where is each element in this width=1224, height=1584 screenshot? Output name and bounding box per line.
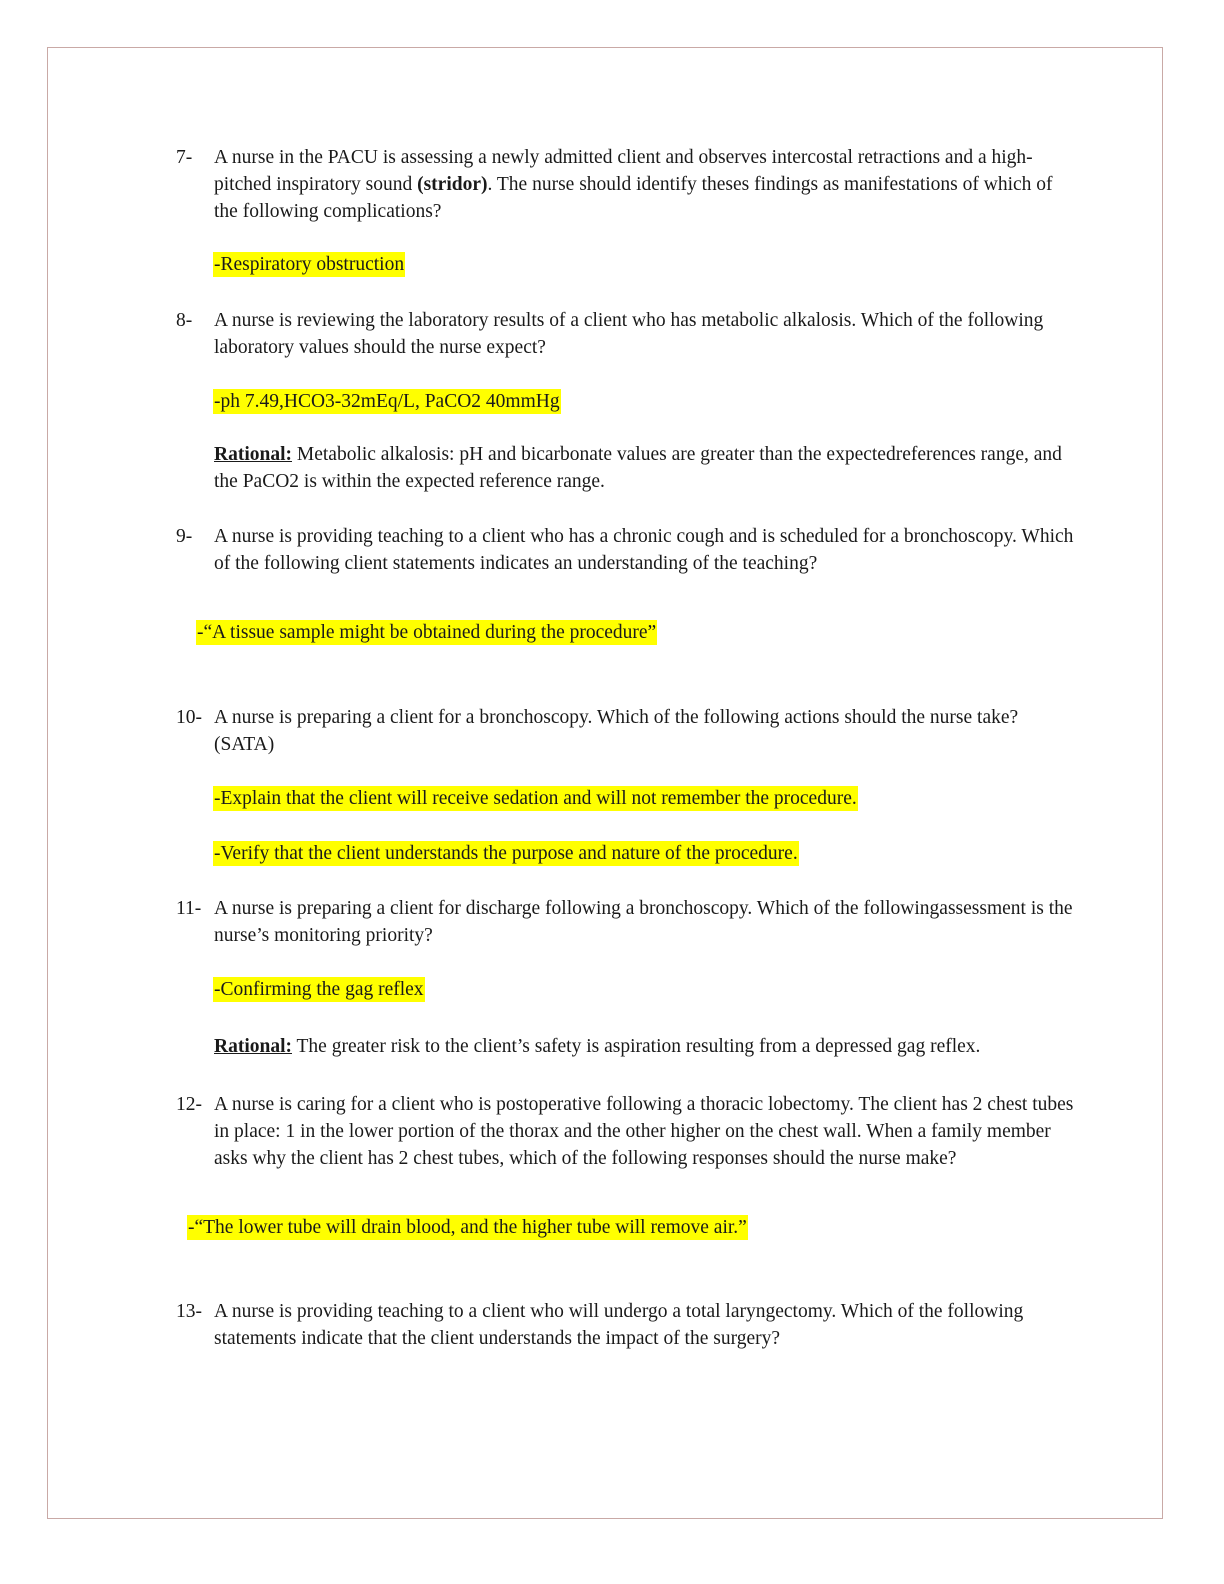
question-9 — [176, 523, 1076, 577]
question-number: 7- — [176, 147, 193, 168]
question-number: 13- — [176, 1301, 202, 1322]
question-12 — [176, 1091, 1076, 1172]
answer-highlight: -Confirming the gag reflex — [214, 979, 424, 1000]
answer-highlight: -“A tissue sample might be obtained during the procedure” — [197, 622, 657, 643]
answer-highlight: -Explain that the client will receive sedation and will not remember the procedure. — [214, 788, 857, 809]
rationale-text: The greater risk to the client’s safety is aspiration resulting from a depressed gag reflex. — [292, 1036, 981, 1057]
rationale-label: Rational: — [214, 1036, 292, 1057]
stridor-term: (stridor) — [417, 174, 488, 195]
answer-highlight: -Verify that the client understands the purpose and nature of the procedure. — [214, 843, 798, 864]
question-text: A nurse is providing teaching to a client who will undergo a total laryngectomy. Which of the following statements indicate that the client understands the impact of the surgery? — [214, 1301, 1024, 1349]
question-number: 9- — [176, 526, 193, 547]
question-text: A nurse is caring for a client who is postoperative following a thoracic lobectomy. The client has 2 chest tubes in place: 1 in the lower portion of the thorax and the other higher on the chest wall. When a family member asks why the client has 2 chest tubes, which of the following responses should the nurse make? — [214, 1094, 1074, 1169]
question-text: A nurse is preparing a client for a bronchoscopy. Which of the following actions should the nurse take? (SATA) — [214, 707, 1019, 755]
question-number: 8- — [176, 310, 193, 331]
rationale — [214, 441, 1074, 495]
answer-highlight: -“The lower tube will drain blood, and the higher tube will remove air.” — [188, 1217, 747, 1238]
rationale-label: Rational: — [214, 444, 292, 465]
question-text: A nurse is reviewing the laboratory results of a client who has metabolic alkalosis. Which of the following laboratory values should the nurse expect? — [214, 310, 1044, 358]
question-8 — [176, 307, 1076, 361]
question-7 — [176, 144, 1076, 225]
rationale-text: Metabolic alkalosis: pH and bicarbonate values are greater than the expectedreferences range, and the PaCO2 is within the expected reference range. — [214, 444, 1062, 492]
question-number: 10- — [176, 707, 202, 728]
question-text: A nurse in the PACU is assessing a newly admitted client and observes intercostal retractions and a high-pitched inspiratory sound (stridor). The nurse should identify theses findings as manifestations of which of the following complications? — [214, 147, 1053, 222]
answer-highlight: -ph 7.49,HCO3-32mEq/L, PaCO2 40mmHg — [214, 391, 560, 412]
question-11 — [176, 895, 1076, 949]
question-number: 11- — [176, 898, 202, 919]
question-13 — [176, 1298, 1076, 1352]
rationale — [214, 1033, 1074, 1060]
answer-highlight: -Respiratory obstruction — [214, 254, 405, 275]
question-text: A nurse is providing teaching to a client who has a chronic cough and is scheduled for a bronchoscopy. Which of the following client statements indicates an understanding of the teaching? — [214, 526, 1074, 574]
question-number: 12- — [176, 1094, 202, 1115]
question-10 — [176, 704, 1076, 758]
question-text: A nurse is preparing a client for discharge following a bronchoscopy. Which of the followingassessment is the nurse’s monitoring priority? — [214, 898, 1073, 946]
